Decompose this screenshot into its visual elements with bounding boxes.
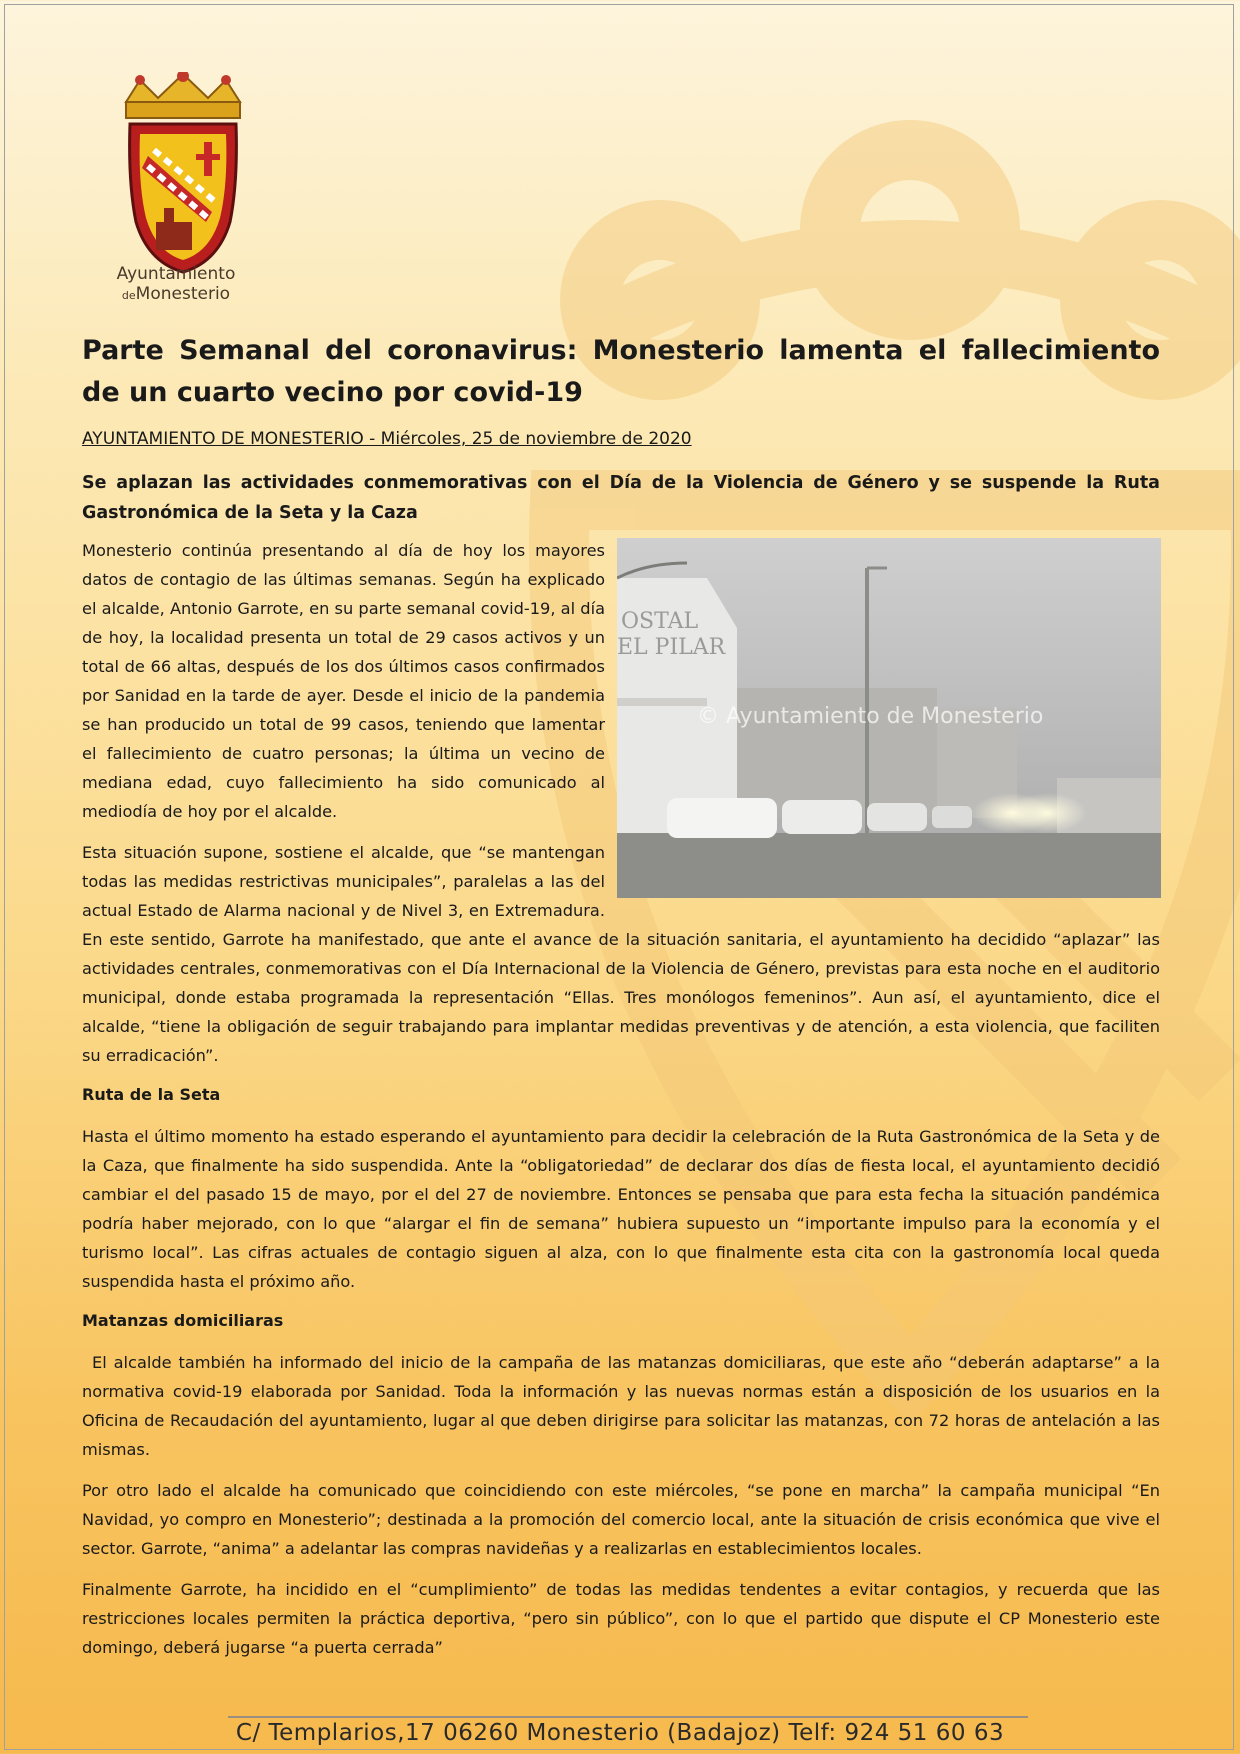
paragraph-1: Monesterio continúa presentando al día de hoy los mayores datos de contagio de las últimas semanas. Según ha explicado el alcalde, Antonio Garrote, en su parte semanal covid-19, al día de hoy, la localidad presenta un total de 29 casos activos y un total de 66 altas, después de los dos últimos casos confirmados por Sanidad en la tarde de ayer. Desde el inicio de la pandemia se han producido un total de 99 casos, teniendo que lamentar el fallecimiento de cuatro personas; la última un vecino de mediana edad, cuyo fallecimiento ha sido comunicado al mediodía de hoy por el alcalde. <box>82 541 605 821</box>
section-matanzas-paragraph-3: Finalmente Garrote, ha incidido en el “cumplimiento” de todas las medidas tendentes a evitar contagios, y recuerda que las restricciones locales permiten la práctica deportiva, “pero sin público”, con lo que el partido que dispute el CP Monesterio este domingo, deberá jugarse “a puerta cerrada” <box>82 1580 1160 1657</box>
section-heading-matanzas: Matanzas domiciliaras <box>82 1311 284 1330</box>
article-title: Parte Semanal del coronavirus: Monesterio lamenta el fallecimiento de un cuarto vecino por covid-19 <box>82 335 1160 408</box>
section-matanzas-paragraph-1: El alcalde también ha informado del inicio de la campaña de las matanzas domiciliaras, que este año “deberán adaptarse” a la normativa covid-19 elaborada por Sanidad. Toda la información y las nuevas normas están a disposición de los usuarios en la Oficina de Recaudación del ayuntamiento, lugar al que deben dirigirse para solicitar las matanzas, con 72 horas de antelación a las mismas. <box>82 1353 1160 1459</box>
municipality-name <box>86 264 266 304</box>
article-dateline: AYUNTAMIENTO DE MONESTERIO - Miércoles, 25 de noviembre de 2020 <box>82 429 692 449</box>
foggy-street-photo <box>617 538 1161 898</box>
paragraph-2: Esta situación supone, sostiene el alcalde, que “se mantengan todas las medidas restrictivas municipales”, paralelas a las del actual Estado de Alarma nacional y de Nivel 3, en Extremadura. En este sentido, Garrote ha manifestado, que ante el avance de la situación sanitaria, el ayuntamiento ha decidido “aplazar” las actividades centrales, conmemorativas con el Día Internacional de la Violencia de Género, previstas para esta noche en el auditorio municipal, donde estaba programada la representación “Ellas. Tres monólogos femeninos”. Aun así, el ayuntamiento, dice el alcalde, “tiene la obligación de seguir trabajando para implantar medidas preventivas y de atención, a esta violencia, que faciliten su erradicación”. <box>82 843 1160 1065</box>
section-ruta-text: Hasta el último momento ha estado esperando el ayuntamiento para decidir la celebración de la Ruta Gastronómica de la Seta y de la Caza, que finalmente ha sido suspendida. Ante la “obligatoriedad” de declarar dos días de fiesta local, el ayuntamiento decidió cambiar el del pasado 15 de mayo, por el del 27 de noviembre. Entonces se pensaba que para esta fecha la situación pandémica podría haber mejorado, con lo que “alargar el fin de semana” hubiera supuesto un “importante impulso para la economía y el turismo local”. Las cifras actuales de contagio siguen al alza, con lo que finalmente esta cita con la gastronomía local queda suspendida hasta el próximo año. <box>82 1127 1160 1291</box>
logo-line2-name: Monesterio <box>135 284 231 304</box>
photo-sign-line2: EL PILAR <box>617 635 726 660</box>
article-subtitle: Se aplazan las actividades conmemorativas con el Día de la Violencia de Género y se suspende la Ruta Gastronómica de la Seta y la Caza <box>82 473 1160 523</box>
photo-sign-line1: OSTAL <box>621 609 699 634</box>
footer-address: C/ Templarios,17 06260 Monesterio (Badajoz) Telf: 924 51 60 63 <box>235 1720 1005 1746</box>
logo-line2-prefix: de <box>121 289 136 302</box>
photo-watermark: © Ayuntamiento de Monesterio <box>697 704 1044 729</box>
footer-divider <box>228 1716 1028 1718</box>
logo-line1: Ayuntamiento <box>116 264 236 284</box>
section-heading-ruta: Ruta de la Seta <box>82 1085 221 1104</box>
crown-icon <box>126 72 240 118</box>
shield-icon <box>130 124 237 272</box>
article-body <box>82 330 1160 1674</box>
logo-line2 <box>86 284 266 304</box>
section-matanzas-paragraph-2: Por otro lado el alcalde ha comunicado que coincidiendo con este miércoles, “se pone en marcha” la campaña municipal “En Navidad, yo compro en Monesterio”; destinada a la promoción del comercio local, ante la situación de crisis económica que vive el sector. Garrote, “anima” a adelantar las compras navideñas y a realizarlas en establecimientos locales. <box>82 1481 1160 1558</box>
article-photo <box>617 538 1161 898</box>
